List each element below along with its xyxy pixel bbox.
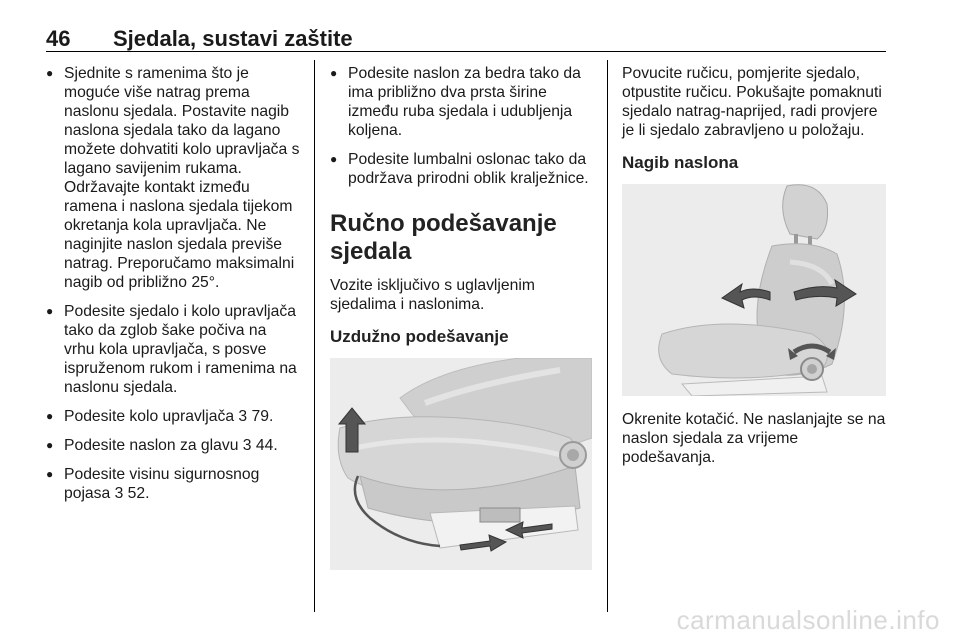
column-2 — [330, 64, 592, 570]
page-title: Sjedala, sustavi zaštite — [113, 26, 353, 51]
column-divider-2 — [607, 60, 608, 612]
list-item: ● Podesite visinu sigurnosnog pojasa 3 52. — [46, 466, 260, 502]
bullet-list-2 — [330, 64, 592, 188]
page-header — [0, 0, 960, 52]
paragraph-longitudinal: Povucite ručicu, pomjerite sjedalo, otpustite ručicu. Pokušajte pomaknuti sjedalo natrag-naprijed, radi provjere je li sjedalo zabravljeno u položaju. — [622, 65, 882, 139]
subheading-recline: Nagib naslona — [622, 153, 739, 172]
bullet-icon: ● — [46, 438, 54, 452]
bullet-icon: ● — [46, 409, 54, 423]
list-item: ● Podesite lumbalni oslonac tako da podržava prirodni oblik kralježnice. — [330, 151, 589, 187]
list-item: ● Podesite naslon za glavu 3 44. — [46, 437, 278, 454]
list-item: ● Podesite naslon za bedra tako da ima približno dva prsta širine između ruba sjedala i udubljenja koljena. — [330, 65, 581, 139]
bullet-icon: ● — [46, 467, 54, 481]
seat-recline-illustration — [622, 184, 886, 396]
list-item: ● Podesite sjedalo i kolo upravljača tako da zglob šake počiva na vrhu kola upravljača, s posve ispruženom rukom i ramenima na naslonu sjedala. — [46, 303, 297, 396]
section-heading: Ručno podešavanje sjedala — [330, 210, 557, 265]
bullet-icon: ● — [46, 66, 54, 80]
bullet-icon: ● — [330, 66, 338, 80]
section-intro: Vozite isključivo s uglavljenim sjedalima i naslonima. — [330, 277, 535, 313]
column-divider-1 — [314, 60, 315, 612]
subheading-longitudinal: Uzdužno podešavanje — [330, 327, 509, 346]
bullet-icon: ● — [46, 304, 54, 318]
paragraph-recline: Okrenite kotačić. Ne naslanjajte se na naslon sjedala za vrijeme podešavanja. — [622, 411, 886, 466]
bullet-icon: ● — [330, 152, 338, 166]
watermark: carmanualsonline.info — [676, 605, 940, 635]
bullet-list-1 — [46, 64, 300, 503]
column-3 — [622, 64, 888, 477]
column-1 — [46, 64, 300, 513]
page-number: 46 — [46, 26, 71, 51]
header-rule — [46, 51, 886, 52]
list-item: ● Sjednite s ramenima što je moguće više natrag prema naslonu sjedala. Postavite nagib naslona sjedala tako da lagano možete dohvatiti kolo upravljača s lagano savijenim rukama. Održavajte kontakt između ramena i naslona sjedala tijekom okretanja kola upravljača. Ne naginjite naslon sjedala previše natrag. Preporučamo maksimalni nagib od približno 25°. — [46, 65, 300, 291]
list-item: ● Podesite kolo upravljača 3 79. — [46, 408, 274, 425]
seat-longitudinal-illustration — [330, 358, 592, 570]
